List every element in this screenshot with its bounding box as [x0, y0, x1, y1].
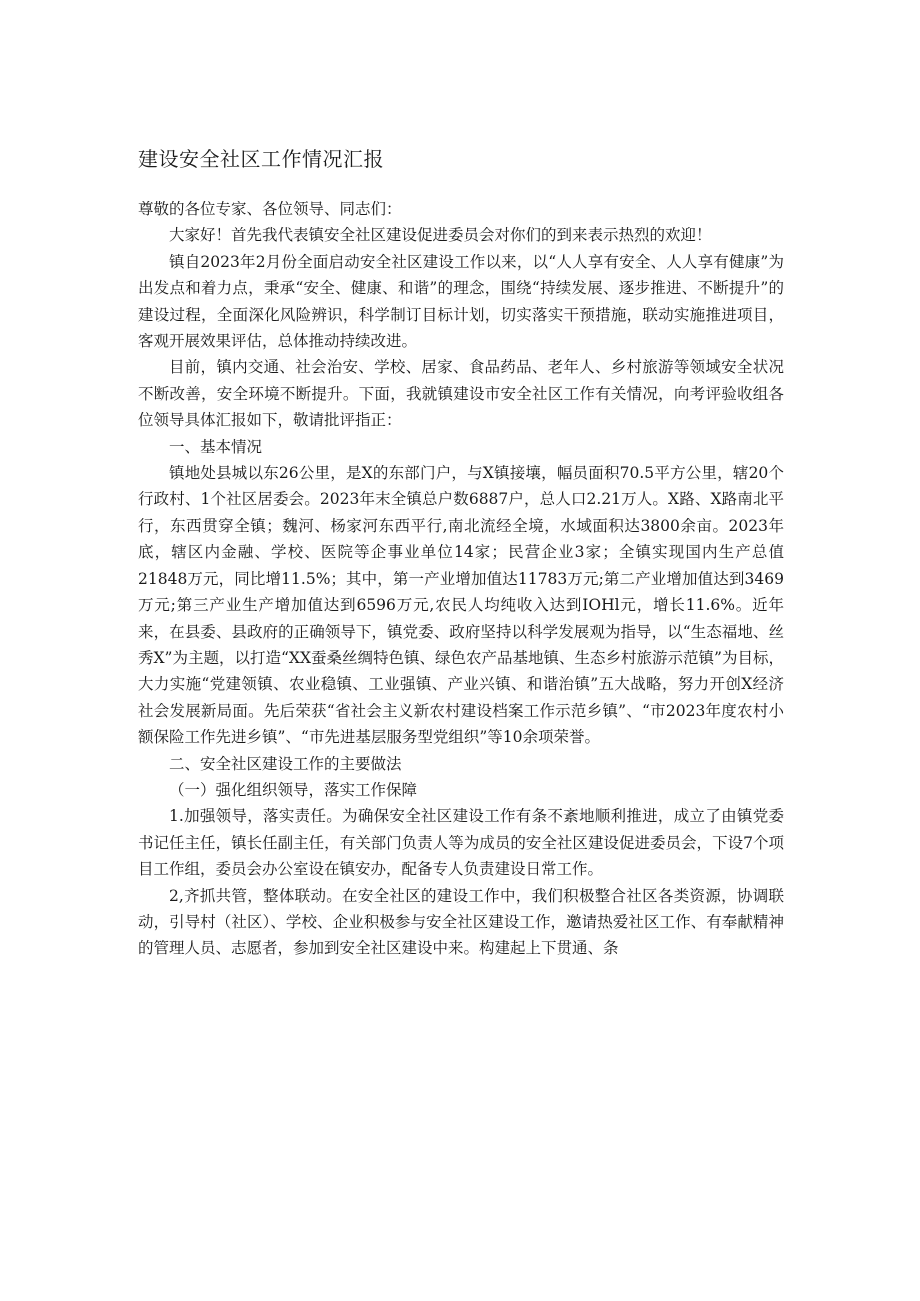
document-body	[138, 196, 784, 962]
basic-info-paragraph: 镇地处县城以东26公里，是X的东部门户，与X镇接壤，幅员面积70.5平方公里，辖20个行政村、1个社区居委会。2023年末全镇总户数6887户，总人口2.21万人。X路、X路南北平行，东西贯穿全镇；魏河、杨家河东西平行,南北流经全境，水域面积达3800余亩。2023年底，辖区内金融、学校、医院等企事业单位14家；民营企业3家；全镇实现国内生产总值21848万元，同比增11.5%；其中，第一产业增加值达11783万元;第二产业增加值达到3469万元;第三产业生产增加值达到6596万元,农民人均纯收入达到IOHl元，增长11.6%。近年来，在县委、县政府的正确领导下，镇党委、政府坚持以科学发展观为指导，以“生态福地、丝秀X”为主题，以打造“XX蚕桑丝绸特色镇、绿色农产品基地镇、生态乡村旅游示范镇”为目标，大力实施“党建领镇、农业稳镇、工业强镇、产业兴镇、和谐治镇”五大战略，努力开创X经济社会发展新局面。先后荣获“省社会主义新农村建设档案工作示范乡镇”、“市2023年度农村小额保险工作先进乡镇”、“市先进基层服务型党组织”等10余项荣誉。	[138, 464, 784, 747]
leadership-paragraph: 1.加强领导，落实责任。为确保安全社区建设工作有条不紊地顺利推进，成立了由镇党委书记任主任，镇长任副主任，有关部门负责人等为成员的安全社区建设促进委员会，下设7个项目工作组，委员会办公室设在镇安办，配备专人负责建设日常工作。	[138, 807, 784, 879]
document-title: 建设安全社区工作情况汇报	[138, 147, 384, 171]
section-heading-basic: 一、基本情况	[169, 437, 263, 456]
status-paragraph: 目前，镇内交通、社会治安、学校、居家、食品药品、老年人、乡村旅游等领域安全状况不断改善，安全环境不断提升。下面，我就镇建设市安全社区工作有关情况，向考评验收组各位领导具体汇报如下，敬请批评指正：	[138, 358, 784, 430]
intro-paragraph: 镇自2023年2月份全面启动安全社区建设工作以来，以“人人享有安全、人人享有健康”为出发点和着力点，秉承“安全、健康、和谐”的理念，围绕“持续发展、逐步推进、不断提升”的建设过程，全面深化风险辨识，科学制订目标计划，切实落实干预措施，联动实施推进项目，客观开展效果评估，总体推动持续改进。	[138, 252, 784, 351]
section-heading-practices: 二、安全社区建设工作的主要做法	[169, 754, 402, 773]
subsection-heading-organization: （一）强化组织领导，落实工作保障	[169, 780, 418, 799]
salutation: 尊敬的各位专家、各位领导、同志们：	[138, 200, 402, 218]
greeting-paragraph: 大家好！首先我代表镇安全社区建设促进委员会对你们的到来表示热烈的欢迎！	[169, 226, 712, 245]
coordination-paragraph: 2,齐抓共管，整体联动。在安全社区的建设工作中，我们积极整合社区各类资源，协调联动，引导村（社区）、学校、企业积极参与安全社区建设工作，邀请热爱社区工作、有奉献精神的管理人员、志愿者，参加到安全社区建设中来。构建起上下贯通、条	[138, 886, 784, 958]
